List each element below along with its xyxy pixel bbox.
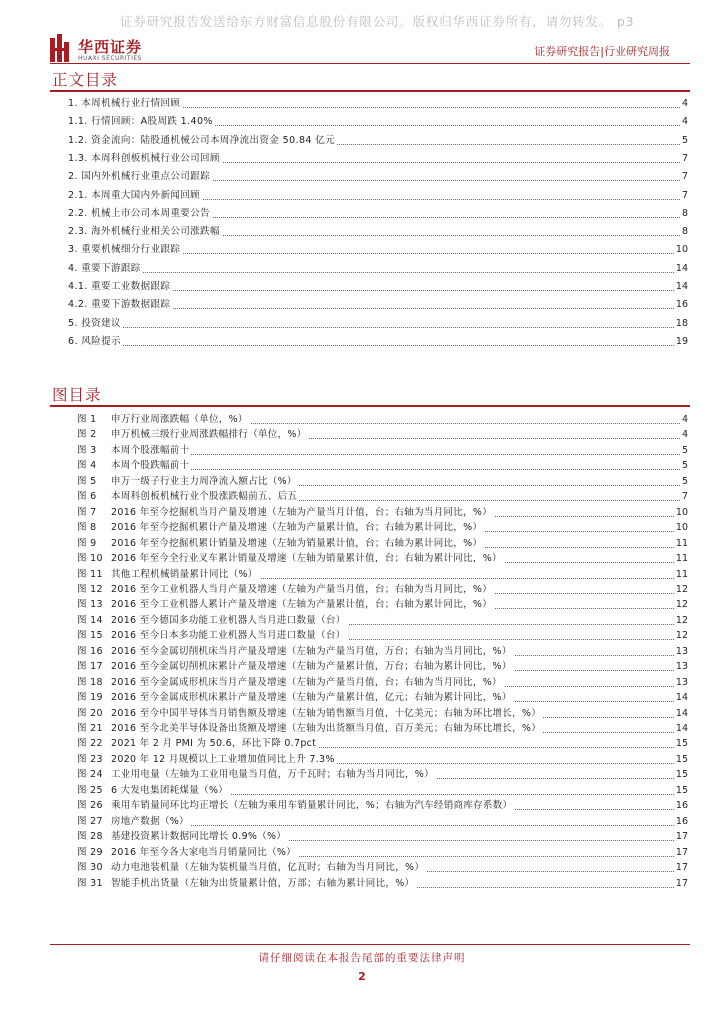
toc-entry-page: 19 xyxy=(674,334,688,350)
figure-entry-page: 7 xyxy=(680,489,688,505)
figure-number: 图 17 xyxy=(77,661,103,673)
toc-entry-label: 4.1. 重要工业数据跟踪 xyxy=(68,279,172,295)
toc-entry-page: 14 xyxy=(674,279,688,295)
watermark-text: 证券研究报告发送给东方财富信息股份有限公司。版权归华西证券所有，请勿转发。 p3 xyxy=(120,14,635,29)
figure-caption: 2016 至今中国半导体当月销售额及增速（左轴为销售额当月值，十亿美元；右轴为环比增长，%） xyxy=(111,707,542,719)
figure-caption: 乘用车销量同环比均正增长（左轴为乘用车销量累计同比，%；右轴为汽车经销商库存系数） xyxy=(111,800,513,812)
figure-entry[interactable] xyxy=(0,845,724,861)
toc-entry[interactable] xyxy=(0,206,724,222)
figure-number: 图 12 xyxy=(77,583,103,595)
figure-entry-page: 15 xyxy=(674,767,688,783)
figure-entry[interactable] xyxy=(0,427,724,443)
figure-entry-page: 10 xyxy=(674,520,688,536)
figure-entry-page: 12 xyxy=(674,628,688,644)
figure-entry[interactable] xyxy=(0,567,724,583)
figure-caption: 2016 至今金属成形机床累计产量及增速（左轴为产量累计值，亿元；右轴为累计同比，%） xyxy=(111,692,512,704)
toc-entry[interactable] xyxy=(0,96,724,112)
figure-number: 图 24 xyxy=(77,769,103,781)
figure-caption: 2016 至今金属切削机床当月产量及增速（左轴为产量当月值，万台；右轴为当月同比，%） xyxy=(111,645,512,657)
figure-caption: 动力电池装机量（左轴为装机量当月值，亿瓦时；右轴为当月同比，%） xyxy=(111,862,425,874)
toc-entry-page: 18 xyxy=(674,316,688,332)
figure-caption: 2016 至今金属成形机床当月产量及增速（左轴为产量当月值，台；右轴为当月同比，%） xyxy=(111,676,502,688)
figure-entry-page: 13 xyxy=(674,675,688,691)
figure-entry-page: 15 xyxy=(674,752,688,768)
figure-entry[interactable] xyxy=(0,752,724,768)
toc-entry[interactable] xyxy=(0,261,724,277)
toc-entry[interactable] xyxy=(0,279,724,295)
figure-entry-page: 14 xyxy=(674,721,688,737)
figure-entry-page: 13 xyxy=(674,659,688,675)
figure-number: 图 27 xyxy=(77,815,103,827)
figure-list-title: 图目录 xyxy=(52,386,102,404)
figure-entry-page: 4 xyxy=(680,412,688,428)
figure-number: 图 1 xyxy=(77,414,97,425)
figure-caption: 智能手机出货量（左轴为出货量累计值，万部；右轴为累计同比，%） xyxy=(111,877,415,889)
toc-entry[interactable] xyxy=(0,242,724,258)
figure-entry[interactable] xyxy=(0,628,724,644)
figure-entry-page: 12 xyxy=(674,597,688,613)
figure-number: 图 25 xyxy=(77,784,103,796)
figure-caption: 基建投资累计数据同比增长 0.9%（%） xyxy=(111,831,287,843)
figure-entry-page: 5 xyxy=(680,443,688,459)
figure-entry-label xyxy=(77,582,494,598)
figure-entry-page: 15 xyxy=(674,783,688,799)
figure-caption: 本周个股跌幅前十 xyxy=(111,460,190,472)
figure-entry[interactable] xyxy=(0,860,724,876)
figure-list-title-divider xyxy=(50,405,690,407)
toc-entry-page: 16 xyxy=(674,297,688,313)
figure-number: 图 31 xyxy=(77,877,103,889)
figure-number: 图 19 xyxy=(77,692,103,704)
figure-number: 图 22 xyxy=(77,738,103,750)
toc-entry-page: 7 xyxy=(680,188,688,204)
page-number: 2 xyxy=(358,970,366,983)
figure-number: 图 20 xyxy=(77,707,103,719)
toc-entry-label: 2.1. 本周重大国内外新闻回顾 xyxy=(68,188,202,204)
figure-entry-label xyxy=(77,613,348,629)
figure-entry-label xyxy=(77,412,250,428)
figure-caption: 2016 年至今挖掘机累计产量及增速（左轴为产量累计值，台；右轴为累计同比，%） xyxy=(111,522,483,534)
figure-number: 图 6 xyxy=(77,491,97,503)
figure-entry[interactable] xyxy=(0,829,724,845)
logo-text-cn: 华西证券 xyxy=(78,38,143,56)
toc-entry-label: 1. 本周机械行业行情回顾 xyxy=(68,96,182,112)
figure-entry-label xyxy=(77,458,191,474)
figure-entry-page: 14 xyxy=(674,690,688,706)
figure-entry[interactable] xyxy=(0,489,724,505)
figure-number: 图 5 xyxy=(77,475,97,487)
toc-entry[interactable] xyxy=(0,151,724,167)
figure-entry-page: 16 xyxy=(674,814,688,830)
figure-caption: 2016 年至今挖掘机累计销量及增速（左轴为销量累计值，台；右轴为累计同比，%） xyxy=(111,537,483,549)
figure-entry-label xyxy=(77,814,191,830)
toc-entry-label: 3. 重要机械细分行业跟踪 xyxy=(68,242,182,258)
figure-entry-page: 10 xyxy=(674,505,688,521)
figure-caption: 工业用电量（左轴为工业用电量当月值，万千瓦时；右轴为当月同比，%） xyxy=(111,769,434,781)
figure-entry-label xyxy=(77,597,494,613)
toc-title: 正文目录 xyxy=(52,71,119,89)
toc-entry[interactable] xyxy=(0,188,724,204)
toc-entry-page: 8 xyxy=(680,224,688,240)
figure-entry-page: 12 xyxy=(674,613,688,629)
figure-entry-page: 16 xyxy=(674,798,688,814)
header-divider xyxy=(50,63,690,64)
toc-entry-page: 8 xyxy=(680,206,688,222)
figure-number: 图 21 xyxy=(77,723,103,734)
toc-entry[interactable] xyxy=(0,169,724,185)
figure-entry-label xyxy=(77,690,514,706)
logo-text-en: HUAXI SECURITIES xyxy=(78,55,142,62)
toc-entry-page: 4 xyxy=(680,114,688,130)
figure-entry-page: 13 xyxy=(674,644,688,660)
figure-number: 图 9 xyxy=(77,537,97,549)
figure-caption: 2016 至今德国多功能工业机器人当月进口数量（台） xyxy=(111,614,346,626)
figure-number: 图 18 xyxy=(77,676,103,688)
figure-entry-label xyxy=(77,536,484,552)
figure-number: 图 3 xyxy=(77,444,97,456)
figure-entry-label xyxy=(77,767,436,783)
figure-entry[interactable] xyxy=(0,443,724,459)
figure-entry-label xyxy=(77,675,504,691)
figure-entry[interactable] xyxy=(0,520,724,536)
figure-entry-label xyxy=(77,752,337,768)
figure-entry[interactable] xyxy=(0,412,724,428)
toc-entry-label: 2.3. 海外机械行业相关公司涨跌幅 xyxy=(68,224,222,240)
figure-entry-label xyxy=(77,427,309,443)
figure-caption: 本周科创板机械行业个股涨跌幅前五、后五 xyxy=(111,491,298,503)
figure-entry[interactable] xyxy=(0,721,724,737)
figure-number: 图 26 xyxy=(77,800,103,812)
figure-caption: 2016 至今工业机器人累计产量及增速（左轴为产量累计值，台；右轴为累计同比，%） xyxy=(111,599,493,611)
figure-entry-page: 12 xyxy=(674,582,688,598)
toc-entry[interactable] xyxy=(0,133,724,149)
figure-entry-label xyxy=(77,567,260,583)
figure-caption: 2016 年至今挖掘机当月产量及增速（左轴为产量当月计值，台；右轴为当月同比，%） xyxy=(111,506,493,518)
figure-entry[interactable] xyxy=(0,690,724,706)
footer-divider xyxy=(50,944,690,945)
figure-entry-label xyxy=(77,845,298,861)
figure-entry-page: 5 xyxy=(680,474,688,490)
toc-entry[interactable] xyxy=(0,334,724,350)
figure-number: 图 7 xyxy=(77,506,97,518)
figure-entry[interactable] xyxy=(0,783,724,799)
figure-number: 图 14 xyxy=(77,614,103,626)
figure-entry[interactable] xyxy=(0,582,724,598)
figure-number: 图 29 xyxy=(77,846,103,858)
toc-entry-page: 7 xyxy=(680,151,688,167)
figure-entry-label xyxy=(77,876,416,892)
toc-entry-page: 7 xyxy=(680,169,688,185)
figure-entry[interactable] xyxy=(0,597,724,613)
toc-entry-label: 1.2. 资金流向：陆股通机械公司本周净流出资金 50.84 亿元 xyxy=(68,133,337,149)
figure-entry-label xyxy=(77,736,318,752)
figure-number: 图 23 xyxy=(77,753,103,765)
figure-entry[interactable] xyxy=(0,767,724,783)
figure-entry-page: 17 xyxy=(674,860,688,876)
figure-number: 图 28 xyxy=(77,831,103,843)
leader-dots xyxy=(68,272,684,273)
figure-caption: 2016 至今北美半导体设备出货额及增速（左轴为出货额当月值，百万美元；右轴为环比增长，%） xyxy=(111,723,542,734)
figure-entry-label xyxy=(77,520,484,536)
figure-caption: 申万机械三级行业周涨跌幅排行（单位，%） xyxy=(111,429,307,441)
figure-caption: 申万行业周涨跌幅（单位，%） xyxy=(111,414,248,425)
figure-number: 图 15 xyxy=(77,630,103,642)
figure-entry-page: 11 xyxy=(674,551,688,567)
figure-entry[interactable] xyxy=(0,659,724,675)
figure-caption: 2016 年至今各大家电当月销量同比（%） xyxy=(111,846,297,858)
figure-caption: 2016 至今日本多功能工业机器人当月进口数量（台） xyxy=(111,630,346,642)
toc-entry[interactable] xyxy=(0,316,724,332)
figure-entry[interactable] xyxy=(0,798,724,814)
figure-entry-label xyxy=(77,721,543,737)
figure-entry-label xyxy=(77,798,514,814)
figure-number: 图 4 xyxy=(77,460,97,472)
leader-dots xyxy=(68,327,684,328)
figure-entry-page: 4 xyxy=(680,427,688,443)
figure-caption: 其他工程机械销量累计同比（%） xyxy=(111,568,258,580)
figure-entry-page: 17 xyxy=(674,829,688,845)
figure-entry-page: 11 xyxy=(674,536,688,552)
figure-entry[interactable] xyxy=(0,474,724,490)
toc-title-divider xyxy=(50,90,690,92)
figure-entry-label xyxy=(77,551,504,567)
figure-caption: 2016 至今金属切削机床累计产量及增速（左轴为产量累计值，万台；右轴为累计同比，%） xyxy=(111,661,512,673)
figure-number: 图 13 xyxy=(77,599,103,611)
toc-entry-page: 5 xyxy=(680,133,688,149)
toc-entry-label: 1.1. 行情回顾：A股周跌 1.40% xyxy=(68,114,215,130)
figure-caption: 2016 至今工业机器人当月产量及增速（左轴为产量当月值，台；右轴为当月同比，%） xyxy=(111,583,493,595)
figure-entry[interactable] xyxy=(0,675,724,691)
figure-entry[interactable] xyxy=(0,551,724,567)
toc-entry-label: 5. 投资建议 xyxy=(68,316,123,332)
figure-entry-label xyxy=(77,783,230,799)
toc-entry-label: 4.2. 重要下游数据跟踪 xyxy=(68,297,172,313)
toc-entry-label: 2. 国内外机械行业重点公司跟踪 xyxy=(68,169,212,185)
figure-entry-label xyxy=(77,505,494,521)
toc-entry[interactable] xyxy=(0,224,724,240)
figure-number: 图 16 xyxy=(77,645,103,657)
company-logo xyxy=(50,34,190,64)
toc-entry-label: 2.2. 机械上市公司本周重要公告 xyxy=(68,206,212,222)
figure-entry[interactable] xyxy=(0,613,724,629)
figure-number: 图 11 xyxy=(77,568,103,580)
figure-entry-page: 5 xyxy=(680,458,688,474)
toc-entry-page: 14 xyxy=(674,261,688,277)
figure-entry[interactable] xyxy=(0,814,724,830)
figure-entry-label xyxy=(77,644,514,660)
figure-caption: 申万一级子行业主力周净流入额占比（%） xyxy=(111,475,297,487)
figure-entry-label xyxy=(77,474,299,490)
figure-caption: 本周个股涨幅前十 xyxy=(111,444,190,456)
toc-entry[interactable] xyxy=(0,297,724,313)
huaxi-logo-icon xyxy=(50,34,70,62)
report-type-label: 证券研究报告|行业研究周报 xyxy=(534,45,670,58)
figure-entry[interactable] xyxy=(0,644,724,660)
legal-notice: 请仔细阅读在本报告尾部的重要法律声明 xyxy=(258,952,466,964)
figure-entry[interactable] xyxy=(0,536,724,552)
figure-entry[interactable] xyxy=(0,706,724,722)
figure-entry[interactable] xyxy=(0,876,724,892)
figure-entry-label xyxy=(77,628,348,644)
figure-entry-page: 17 xyxy=(674,845,688,861)
figure-entry-label xyxy=(77,706,543,722)
figure-entry[interactable] xyxy=(0,505,724,521)
figure-entry-label xyxy=(77,860,426,876)
figure-entry-page: 11 xyxy=(674,567,688,583)
figure-entry[interactable] xyxy=(0,736,724,752)
figure-entry-label xyxy=(77,443,191,459)
figure-number: 图 30 xyxy=(77,862,103,874)
leader-dots xyxy=(68,345,684,346)
toc-entry-page: 4 xyxy=(680,96,688,112)
figure-entry[interactable] xyxy=(0,458,724,474)
toc-entry-label: 1.3. 本周科创板机械行业公司回顾 xyxy=(68,151,222,167)
figure-number: 图 10 xyxy=(77,553,103,565)
figure-entry-page: 14 xyxy=(674,706,688,722)
figure-entry-label xyxy=(77,489,299,505)
figure-caption: 2021 年 2 月 PMI 为 50.6，环比下降 0.7pct xyxy=(111,738,317,750)
figure-entry-label xyxy=(77,829,288,845)
toc-entry-label: 6. 风险提示 xyxy=(68,334,123,350)
figure-caption: 2016 年至今全行业叉车累计销量及增速（左轴为销量累计值，台；右轴为累计同比，%） xyxy=(111,553,502,565)
figure-caption: 房地产数据（%） xyxy=(111,815,189,827)
figure-caption: 6 大发电集团耗煤量（%） xyxy=(111,784,228,796)
toc-entry[interactable] xyxy=(0,114,724,130)
figure-number: 图 2 xyxy=(77,429,97,441)
figure-entry-label xyxy=(77,659,514,675)
figure-number: 图 8 xyxy=(77,522,97,534)
figure-entry-page: 15 xyxy=(674,736,688,752)
toc-entry-page: 10 xyxy=(674,242,688,258)
figure-caption: 2020 年 12 月规模以上工业增加值同比上升 7.3% xyxy=(111,753,335,765)
toc-entry-label: 4. 重要下游跟踪 xyxy=(68,261,143,277)
figure-entry-page: 17 xyxy=(674,876,688,892)
